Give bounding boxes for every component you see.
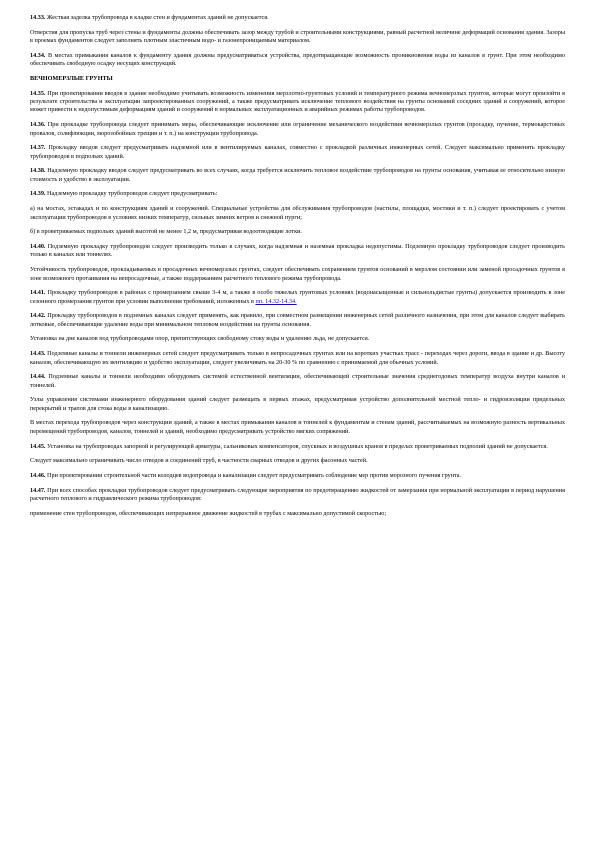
paragraph-text: При проектировании вводов в здание необходимо учитывать возможность изменения мерзлотно-грунтовых условий и температурного режима вечномерзлых грунтов, которые могут произойти в результате строительства и эксплуатации запроектированных сооружений, а также предусматривать исключение теплового воздействия на грунты оснований соседних зданий и сооружений, которое может привести к недопустимым деформациям зданий и сооружений в нормальных эксплуатационных и аварийных режимах работы трубопроводов.: [30, 89, 566, 114]
paragraph: [30, 312, 565, 329]
paragraph-text: а) на мостах, эстакадах и по конструкциям зданий и сооружений. Специальные устройства для обслуживания трубопроводов (настилы, площадки, мостики и т. п.) следует проектировать с учетом эксплуатации трубопроводов в условиях низких температур, сильных зимних ветров и снежной пурги;: [30, 205, 565, 221]
paragraph: [30, 228, 565, 236]
paragraph-text: Надземную прокладку вводов следует предусматривать во всех случаях, когда требуется исключить тепловое воздействие трубопроводов на грунты основания, учитывая ее относительно низкую стоимость и удобство в эксплуатации.: [30, 167, 566, 183]
paragraph: [30, 144, 565, 161]
clause-number: 14.39.: [30, 190, 46, 198]
clause-number: 14.43.: [30, 350, 46, 358]
paragraph-text: Подземные каналы и тоннели инженерных сетей следует предусматривать только в непросадочных грунтах или на коротких участках трасс - переходах через дороги, ввода в здание и др. Высоту каналов, обеспечивающую их вентиляцию и удобство эксплуатации, следует увеличивать на 20-30 % по сравнению с принимаемой для обычных условий.: [30, 350, 565, 366]
paragraph-text: Прокладку вводов следует предусматривать надземной или в вентилируемых каналах, совместно с прокладкой различных инженерных сетей. Следует максимально применять прокладку трубопроводов в подпольях зданий.: [30, 144, 565, 160]
clause-number: 14.35.: [30, 89, 46, 97]
paragraph: [30, 487, 565, 504]
paragraph-text: При проектировании строительной части колодцев водопровода и канализации следует предусматривать соблюдение мер против морозного пучения грунта.: [47, 471, 462, 479]
paragraph: [30, 52, 565, 69]
paragraph: [30, 167, 565, 184]
paragraph: [30, 289, 565, 306]
paragraph: [30, 443, 565, 451]
clause-number: 14.40.: [30, 242, 46, 250]
paragraph: [30, 90, 565, 115]
paragraph: [30, 121, 565, 138]
paragraph-text: применение стен трубопроводов, обеспечивающих непрерывное движение жидкостей в трубах с максимально допустимой скоростью;: [30, 509, 387, 517]
clause-number: 14.46.: [30, 471, 46, 479]
paragraph: [30, 350, 565, 367]
paragraph-text: Прокладку трубопроводов в подземных каналах следует применять, как правило, при совместном размещении инженерных сетей различного назначения, при этом для каналов следует выбирать лотковые, обеспечивающие удаление воды при минимальном тепловом воздействии на грунты основания.: [30, 312, 565, 328]
paragraph-text: При всех способах прокладки трубопроводов следует предусматривать следующие мероприятия по предотвращению жидкостей от замерзания при нормальной эксплуатации в период нарушения расчетного теплового и гидравлического режима трубопроводов:: [30, 486, 566, 503]
paragraph: [30, 373, 565, 390]
paragraph-text: Подземные каналы и тоннели необходимо оборудовать системой естественной вентиляции, обеспечивающей строительные значения среднегодовых температур воздуха внутри каналов и тоннелей.: [30, 373, 566, 389]
clause-number: 14.45.: [30, 442, 46, 450]
paragraph-text: Узлы управления системами инженерного оборудования зданий следует размещать в первых этажах, предусматривая устройство дополнительной местной тепло- и гидроизоляции придельных перекрытий и трапов для стока воды в канализацию.: [30, 396, 565, 412]
paragraph-text: Установка на трубопроводах запорной и регулирующей арматуры, сальниковых компенсаторов, спускных и воздушных кранов в пределах проветриваемых подполий зданий не допускается.: [47, 442, 548, 450]
clause-number: 14.44.: [30, 373, 46, 381]
clause-number: 14.37.: [30, 144, 46, 152]
document-body: [30, 14, 565, 518]
paragraph: [30, 266, 565, 283]
paragraph: [30, 419, 565, 436]
paragraph-text: В местах примыкания каналов к фундаменту здания должны предусматриваться устройства, предотвращающие возможность проникновения воды из каналов в грунт. При этом необходимо обеспечивать свободную осадку несущих конструкций.: [30, 51, 565, 68]
paragraph: [30, 472, 565, 480]
paragraph: [30, 29, 565, 46]
paragraph: [30, 510, 565, 518]
clause-number: 14.36.: [30, 121, 46, 129]
paragraph-text: Подземную прокладку трубопроводов следует производить только в случаях, когда надземная и наземная прокладка недопустимы. Подземную прокладку трубопроводов следует производить только в каналах или тоннелях.: [30, 242, 566, 259]
paragraph-text: В местах перехода трубопроводов через конструкции зданий, а также в местах примыкания каналов и тоннелей к фундаментам и стенам зданий, рассчитываемых на возможную разность вертикальных перемещений трубопроводов, каналов, тоннелей и зданий, необходимо предусматривать устройство мягких сопряжений.: [30, 419, 565, 435]
paragraph-text: Следует максимально ограничивать число отводов и соединений труб, в частности сварных отводов и других фасонных частей.: [30, 457, 368, 465]
clause-number: 14.41.: [30, 289, 46, 297]
paragraph: [30, 190, 565, 198]
clause-number: 14.38.: [30, 167, 46, 175]
paragraph-text: При прокладке трубопровода следует принимать меры, обеспечивающие исключение или ограничение механического воздействия вечномерзлых грунтов (просадку, пучение, термокарстовых провалов, солифлюкции, морозобойных трещин и т. п.) на конструкции трубопровода.: [30, 121, 566, 137]
clause-number: 14.42.: [30, 312, 46, 320]
paragraph-text: Жесткая заделка трубопровода в кладке стен и фундаментах зданий не допускается.: [47, 14, 269, 21]
paragraph: [30, 14, 565, 22]
paragraph-text: Устойчивость трубопроводов, прокладываемых в просадочных вечномерзлых грунтах, следует обеспечивать сохранением грунтов оснований в мерзлом состоянии или заменой просадочных грунтов в зоне возможного протаивания на непросадочные, а также поддержанием расчетного теплового режима трубопровода.: [30, 266, 565, 282]
paragraph: [30, 457, 565, 465]
paragraph-text: б) в проветриваемых подпольях зданий высотой не менее 1,2 м, предусматривая водоотводящие лотки.: [30, 228, 302, 236]
clause-reference-link[interactable]: пп. 14.32-14.34.: [255, 297, 297, 305]
paragraph-text: Прокладку трубопроводов в районах с промерзанием свыше 3-4 м, а также в особо тяжелых грунтовых условиях (водонасыщенные и сильнольдистые грунты) допускается производить в зоне сезонного промерзания грунтов при условии выполнения требований, изложенных в: [30, 289, 565, 305]
section-heading: ВЕЧНОМЕРЗЛЫЕ ГРУНТЫ: [30, 74, 113, 82]
clause-number: 14.33.: [30, 14, 46, 21]
paragraph: [30, 396, 565, 413]
clause-number: 14.34.: [30, 51, 46, 59]
clause-number: 14.47.: [30, 486, 46, 494]
paragraph-text: Установка на дне каналов под трубопроводами опор, препятствующих свободному стоку воды и удалению льда, не допускается.: [30, 335, 370, 343]
paragraph: [30, 335, 565, 343]
paragraph: [30, 205, 565, 222]
paragraph: [30, 243, 565, 260]
paragraph-text: Отверстия для пропуска труб через стены и фундаменты должны обеспечивать зазор между трубой и строительными конструкциями, равный расчетной величине деформаций основания здания. Зазоры в проемах фундаментов следует заполнять плотным эластичным водо- и газонепроницаемым материалом.: [30, 28, 565, 45]
paragraph-text: Надземную прокладку трубопроводов следует предусматривать:: [47, 190, 218, 198]
